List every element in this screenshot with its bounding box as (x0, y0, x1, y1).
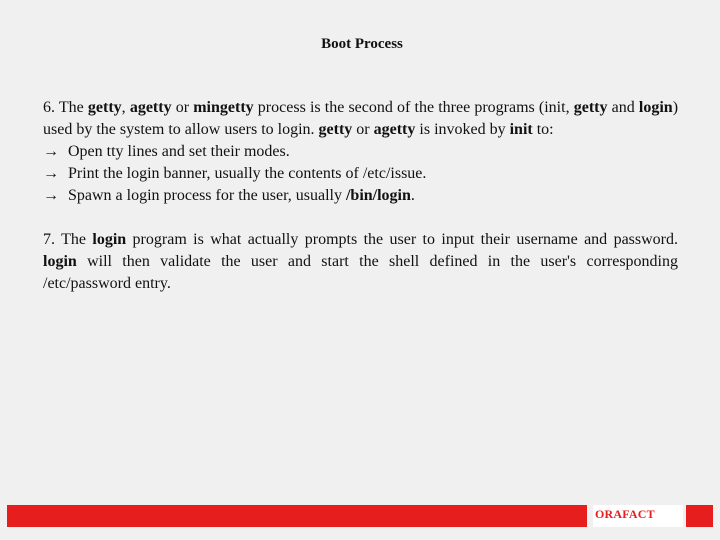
text: 7. The (43, 231, 93, 248)
keyword-login: login (638, 99, 673, 116)
text: to: (532, 121, 554, 138)
keyword-login: login (43, 253, 77, 270)
bullet-text: Print the login banner, usually the contents of /etc/issue. (64, 165, 427, 182)
text: is invoked by (415, 121, 510, 138)
arrow-icon: → (43, 143, 59, 160)
keyword-bin-login: /bin/login (345, 187, 411, 204)
footer-red-bar (7, 505, 587, 527)
text: , (121, 99, 130, 116)
keyword-mingetty: mingetty (193, 99, 254, 116)
text: program is what actually prompts the user to input their username and password. (126, 231, 679, 248)
text: or (171, 99, 194, 116)
text: or (352, 121, 374, 138)
text: 6. The (43, 99, 88, 116)
brand-logo: ORAFACT (595, 507, 655, 521)
keyword-agetty: agetty (373, 121, 416, 138)
keyword-getty: getty (318, 121, 353, 138)
keyword-init: init (509, 121, 533, 138)
text: ) used by the system to allow users to login. (43, 99, 679, 138)
keyword-login: login (92, 231, 127, 248)
keyword-getty: getty (573, 99, 608, 116)
page-title: Boot Process (321, 36, 403, 52)
text: and (607, 99, 639, 116)
arrow-icon: → (43, 187, 59, 204)
keyword-getty: getty (87, 99, 122, 116)
paragraph-getty (43, 97, 678, 207)
bullet-item (43, 185, 678, 207)
text: will then validate the user and start the shell defined in the user's corresponding /etc/password entry. (43, 253, 678, 292)
keyword-agetty: agetty (129, 99, 172, 116)
bullet-text: Spawn a login process for the user, usually (64, 187, 346, 204)
arrow-icon: → (43, 165, 59, 182)
paragraph-login (43, 229, 678, 295)
bullet-item (43, 141, 678, 163)
slide-content (43, 97, 678, 295)
bullet-item (43, 163, 678, 185)
footer-red-bar-right (686, 505, 713, 527)
footer-logo-box (593, 505, 683, 527)
bullet-text: Open tty lines and set their modes. (64, 143, 290, 160)
text: process is the second of the three programs (init, (253, 99, 574, 116)
text: . (410, 187, 415, 204)
